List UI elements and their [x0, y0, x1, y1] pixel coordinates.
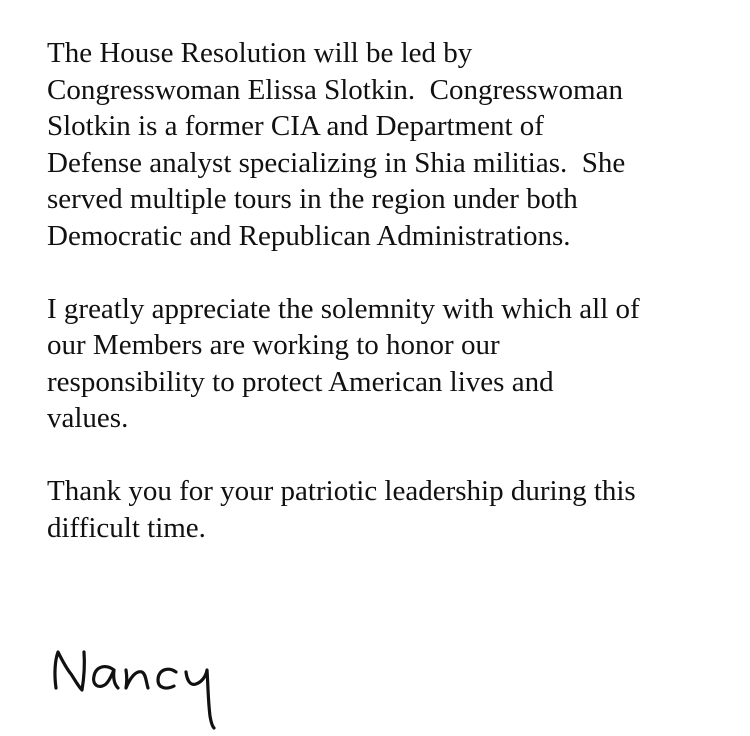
text-line: Slotkin is a former CIA and Department of	[47, 110, 544, 142]
text-line: Thank you for your patriotic leadership during this	[47, 475, 636, 507]
paragraph-appreciation	[47, 291, 737, 437]
text-line: served multiple tours in the region under both	[47, 183, 578, 215]
paragraph-thanks	[47, 473, 737, 546]
text-line: responsibility to protect American lives and	[47, 365, 554, 398]
signature-image	[44, 630, 264, 730]
text-line: Defense analyst specializing in Shia militias. She	[47, 146, 626, 179]
text-line: values.	[47, 402, 129, 434]
paragraph-resolution	[47, 35, 737, 254]
letter-body	[47, 35, 737, 583]
text-line: I greatly appreciate the solemnity with which all of	[47, 292, 640, 325]
handwritten-signature	[44, 630, 264, 730]
signature-strokes	[55, 652, 214, 728]
text-line: Democratic and Republican Administrations.	[47, 219, 571, 252]
text-line: The House Resolution will be led by	[47, 37, 473, 69]
text-line: Congresswoman Elissa Slotkin. Congresswoman	[47, 73, 623, 106]
text-line: our Members are working to honor our	[47, 329, 500, 361]
text-line: difficult time.	[47, 511, 206, 544]
